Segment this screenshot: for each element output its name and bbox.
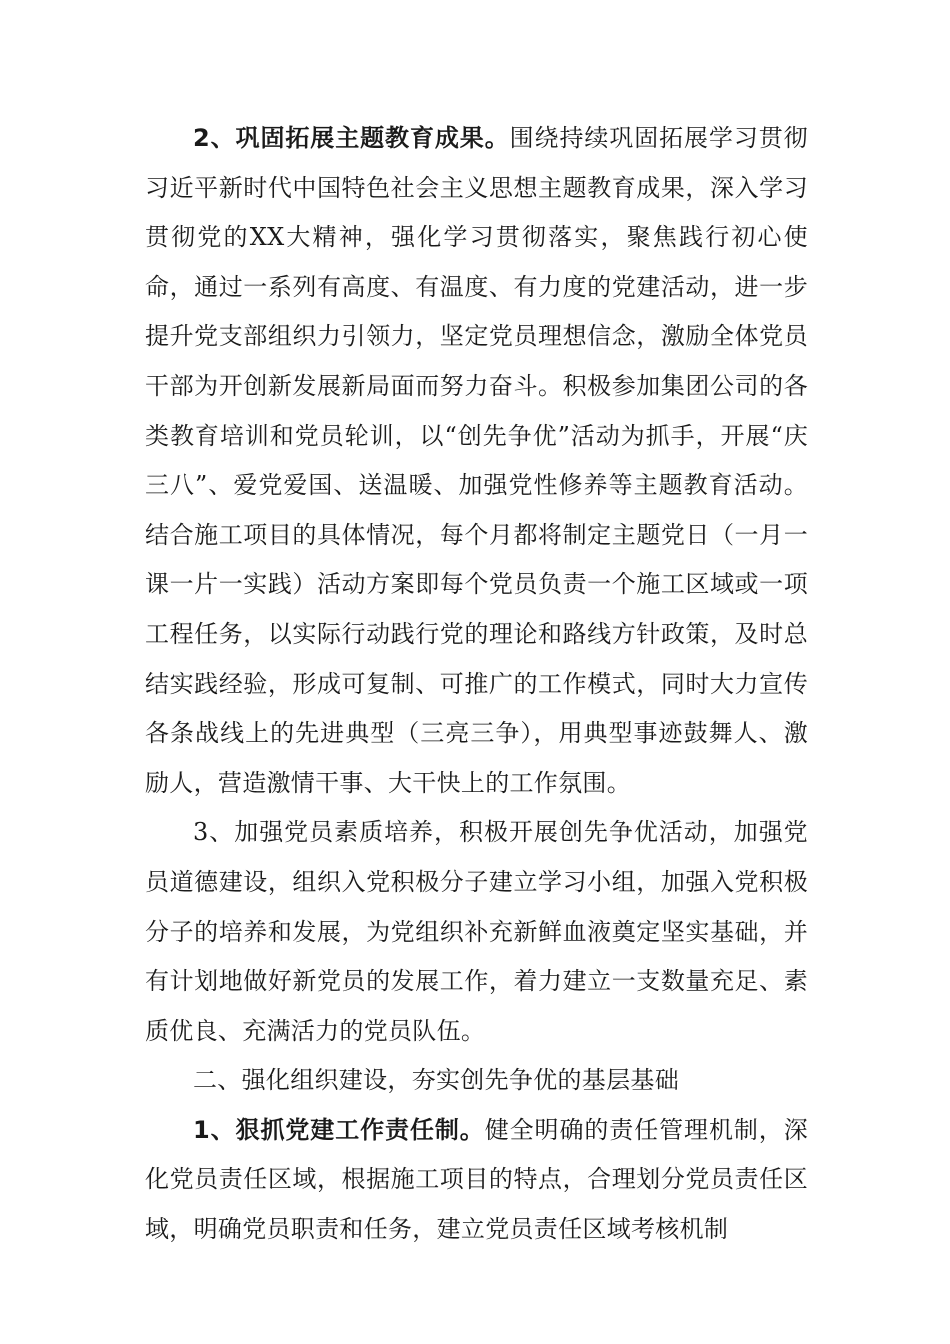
paragraph-body: 围绕持续巩固拓展学习贯彻习近平新时代中国特色社会主义思想主题教育成果，深入学习贯彻党的XX大精神，强化学习贯彻落实，聚焦践行初心使命，通过一系列有高度、有温度、有力度的党建活动，进一步提升党支部组织力引领力，坚定党员理想信念，激励全体党员干部为开创新发展新局面而努力奋斗。积极参加集团公司的各类教育培训和党员轮训，以“创先争优”活动为抓手，开展“庆三八”、爱党爱国、送温暖、加强党性修养等主题教育活动。结合施工项目的具体情况，每个月都将制定主题党日（一月一课一片一实践）活动方案即每个党员负责一个施工区域或一项工程任务，以实际行动践行党的理论和路线方针政策，及时总结实践经验，形成可复制、可推广的工作模式，同时大力宣传各条战线上的先进典型（三亮三争），用典型事迹鼓舞人、激励人，营造激情干事、大干快上的工作氛围。 [145, 124, 808, 797]
section-heading: 二、强化组织建设，夯实创先争优的基层基础 [193, 1066, 679, 1095]
paragraph-bold-lead: 2、巩固拓展主题教育成果。 [193, 124, 510, 152]
document-page [145, 114, 808, 1255]
paragraph-body: 健全明确的责任管理机制，深化党员责任区域，根据施工项目的特点，合理划分党员责任区域，明确党员职责和任务，建立党员责任区域考核机制 [145, 1115, 808, 1244]
paragraph-bold-lead: 1、狠抓党建工作责任制。 [193, 1115, 485, 1144]
paragraph-consolidate-education [145, 114, 808, 808]
paragraph-body: 3、加强党员素质培养，积极开展创先争优活动，加强党员道德建设，组织入党积极分子建立学习小组，加强入党积极分子的培养和发展，为党组织补充新鲜血液奠定坚实基础，并有计划地做好新党员的发展工作，着力建立一支数量充足、素质优良、充满活力的党员队伍。 [145, 818, 808, 1045]
paragraph-member-quality [145, 808, 808, 1056]
paragraph-responsibility-system [145, 1106, 808, 1255]
